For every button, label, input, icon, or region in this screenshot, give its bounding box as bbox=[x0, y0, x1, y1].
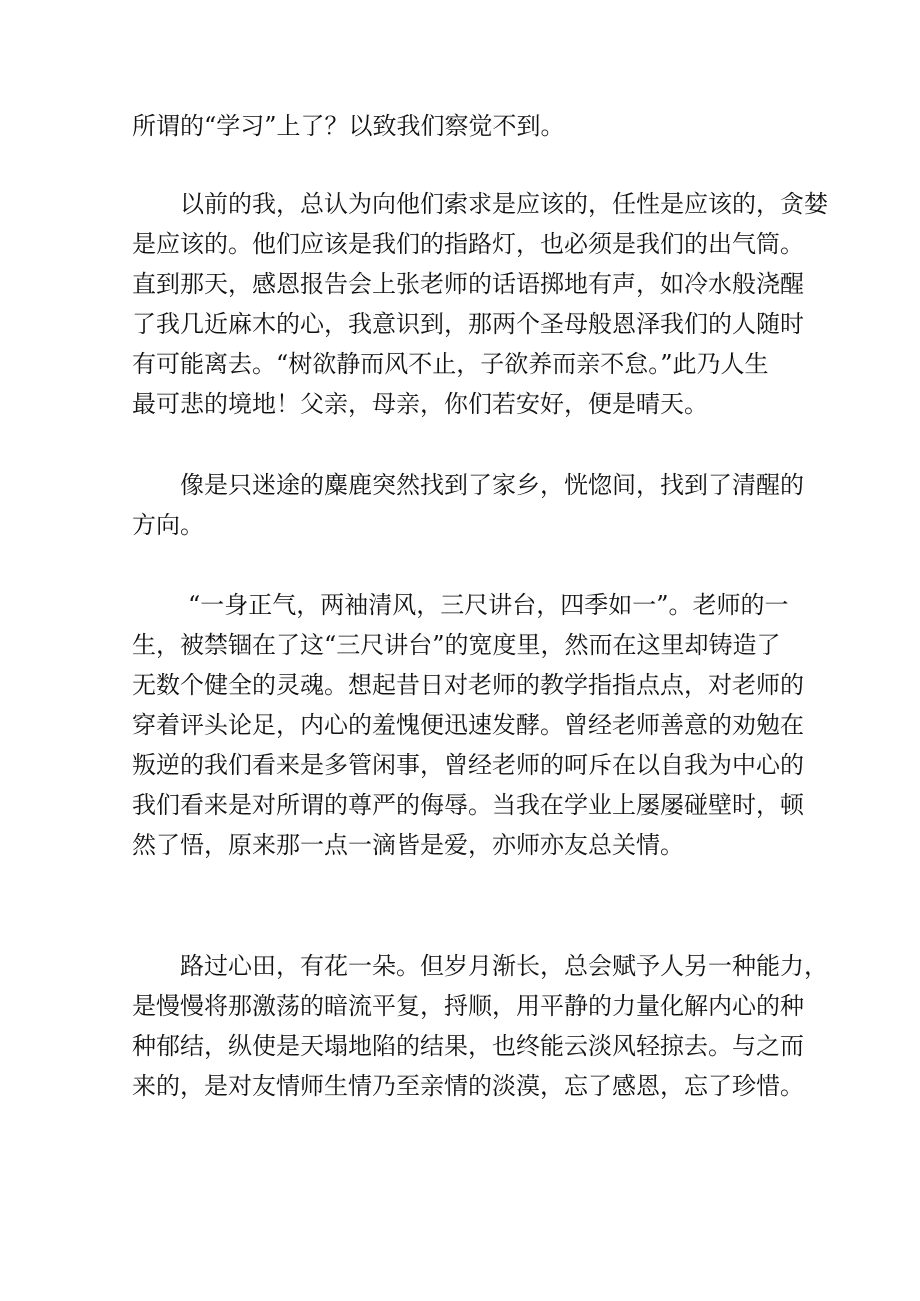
paragraph-4-line-3: 无数个健全的灵魂。想起昔日对老师的教学指指点点，对老师的 bbox=[132, 671, 804, 699]
paragraph-2-line-1: 以前的我，总认为向他们索求是应该的，任性是应该的，贪婪 bbox=[180, 190, 828, 218]
paragraph-4-line-4: 穿着评头论足，内心的羞愧便迅速发酵。曾经老师善意的劝勉在 bbox=[132, 711, 804, 739]
paragraph-5-line-1: 路过心田，有花一朵。但岁月渐长，总会赋予人另一种能力， bbox=[180, 952, 828, 980]
paragraph-4-line-1: “一身正气，两袖清风，三尺讲台，四季如一”。老师的一 bbox=[188, 591, 789, 619]
paragraph-4-line-5: 叛逆的我们看来是多管闲事，曾经老师的呵斥在以自我为中心的 bbox=[132, 751, 804, 779]
paragraph-3-line-2: 方向。 bbox=[132, 511, 204, 539]
paragraph-4-line-2: 生，被禁锢在了这“三尺讲台”的宽度里，然而在这里却铸造了 bbox=[132, 631, 781, 659]
paragraph-2-line-6: 最可悲的境地！父亲，母亲，你们若安好，便是晴天。 bbox=[132, 390, 708, 418]
paragraph-4-line-7: 然了悟，原来那一点一滴皆是爱，亦师亦友总关情。 bbox=[132, 831, 684, 859]
paragraph-2-line-2: 是应该的。他们应该是我们的指路灯，也必须是我们的出气筒。 bbox=[132, 230, 804, 258]
paragraph-2-line-5: 有可能离去。“树欲静而风不止，子欲养而亲不怠。”此乃人生 bbox=[132, 350, 769, 378]
paragraph-3-line-1: 像是只迷途的麋鹿突然找到了家乡，恍惚间，找到了清醒的 bbox=[180, 471, 804, 499]
paragraph-5-line-4: 来的，是对友情师生情乃至亲情的淡漠，忘了感恩，忘了珍惜。 bbox=[132, 1072, 804, 1100]
paragraph-2-line-4: 了我几近麻木的心，我意识到，那两个圣母般恩泽我们的人随时 bbox=[132, 310, 804, 338]
paragraph-1-line-1: 所谓的“学习”上了？以致我们察觉不到。 bbox=[132, 112, 565, 140]
paragraph-5-line-3: 种郁结，纵使是天塌地陷的结果，也终能云淡风轻掠去。与之而 bbox=[132, 1032, 804, 1060]
paragraph-2-line-3: 直到那天，感恩报告会上张老师的话语掷地有声，如冷水般浇醒 bbox=[132, 270, 804, 298]
paragraph-5-line-2: 是慢慢将那激荡的暗流平复，捋顺，用平静的力量化解内心的种 bbox=[132, 992, 804, 1020]
paragraph-4-line-6: 我们看来是对所谓的尊严的侮辱。当我在学业上屡屡碰壁时，顿 bbox=[132, 791, 804, 819]
